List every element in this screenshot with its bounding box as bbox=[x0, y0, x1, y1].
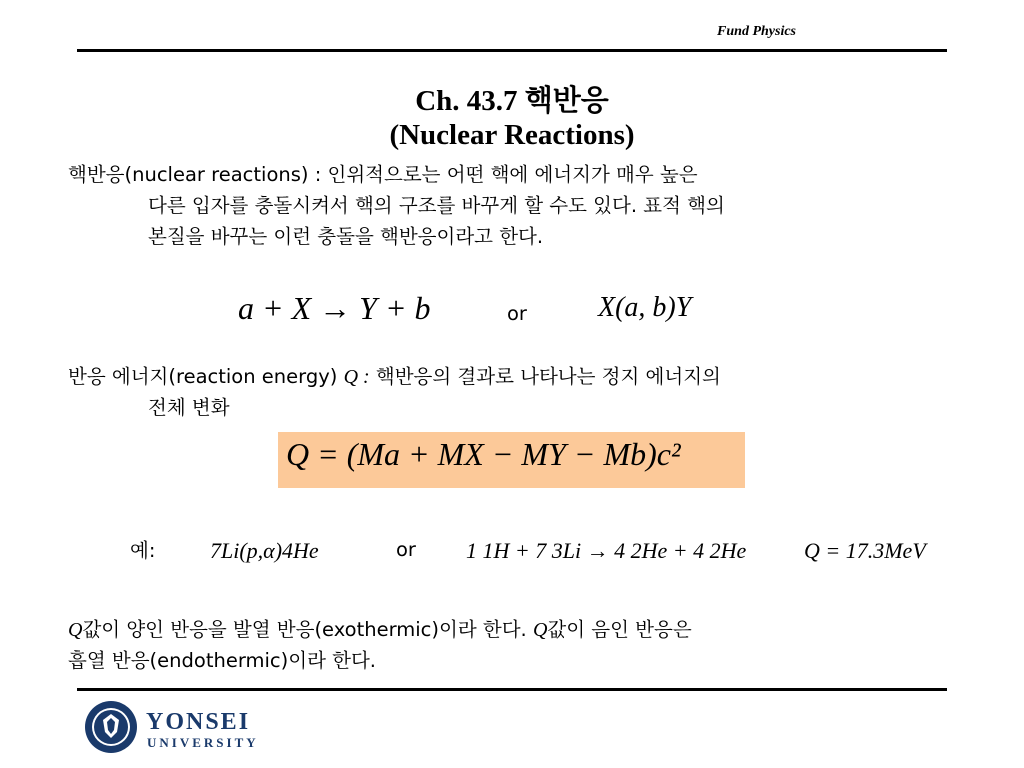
logo-wordmark: YONSEI bbox=[146, 709, 251, 735]
para2-suffix: 핵반응의 결과로 나타나는 정지 에너지의 bbox=[369, 365, 721, 388]
para2-line2: 전체 변화 bbox=[148, 396, 230, 419]
q-value-formula: Q = (Ma + MX − MY − Mb)c² bbox=[286, 436, 681, 472]
example-q-value: Q = 17.3MeV bbox=[804, 538, 926, 563]
para3-line2: 흡열 반응(endothermic)이라 한다. bbox=[68, 649, 376, 672]
page-title: Ch. 43.7 핵반응 bbox=[415, 85, 609, 117]
para3-q1: Q bbox=[68, 619, 83, 641]
course-label: Fund Physics bbox=[717, 24, 796, 39]
para3-line1 bbox=[68, 615, 692, 645]
logo-subtext: UNIVERSITY bbox=[147, 735, 259, 750]
example-notation: 7Li(p,α)4He bbox=[210, 538, 319, 563]
page-subtitle: (Nuclear Reactions) bbox=[389, 119, 635, 151]
top-rule bbox=[77, 49, 947, 52]
para1-line2: 다른 입자를 충돌시켜서 핵의 구조를 바꾸게 할 수도 있다. 표적 핵의 bbox=[148, 194, 725, 217]
para3-q2: Q bbox=[532, 619, 548, 641]
para1-line3: 본질을 바꾸는 이런 충돌을 핵반응이라고 한다. bbox=[148, 225, 544, 248]
para2-q: Q : bbox=[343, 366, 370, 388]
para2-prefix: 반응 에너지(reaction energy) bbox=[68, 365, 344, 388]
para3-part2: 값이 음인 반응은 bbox=[547, 618, 692, 641]
para1-line1: 핵반응(nuclear reactions) : 인위적으로는 어떤 핵에 에너지가 매우 높은 bbox=[68, 163, 698, 186]
example-or: or bbox=[396, 538, 416, 561]
para2-line1 bbox=[68, 362, 721, 392]
yonsei-seal-icon bbox=[84, 700, 138, 754]
reaction-equation bbox=[238, 290, 431, 327]
eq1-text: a + X → Y + b bbox=[238, 290, 431, 326]
example-label: 예: bbox=[130, 539, 156, 562]
reaction-shorthand: X(a, b)Y bbox=[598, 292, 692, 323]
para3-part1: 값이 양인 반응을 발열 반응(exothermic)이라 한다. bbox=[82, 618, 533, 641]
example-reaction: 1 1H + 7 3Li → 4 2He + 4 2He bbox=[466, 538, 747, 563]
bottom-rule bbox=[77, 688, 947, 691]
eq1-or: or bbox=[507, 302, 527, 325]
